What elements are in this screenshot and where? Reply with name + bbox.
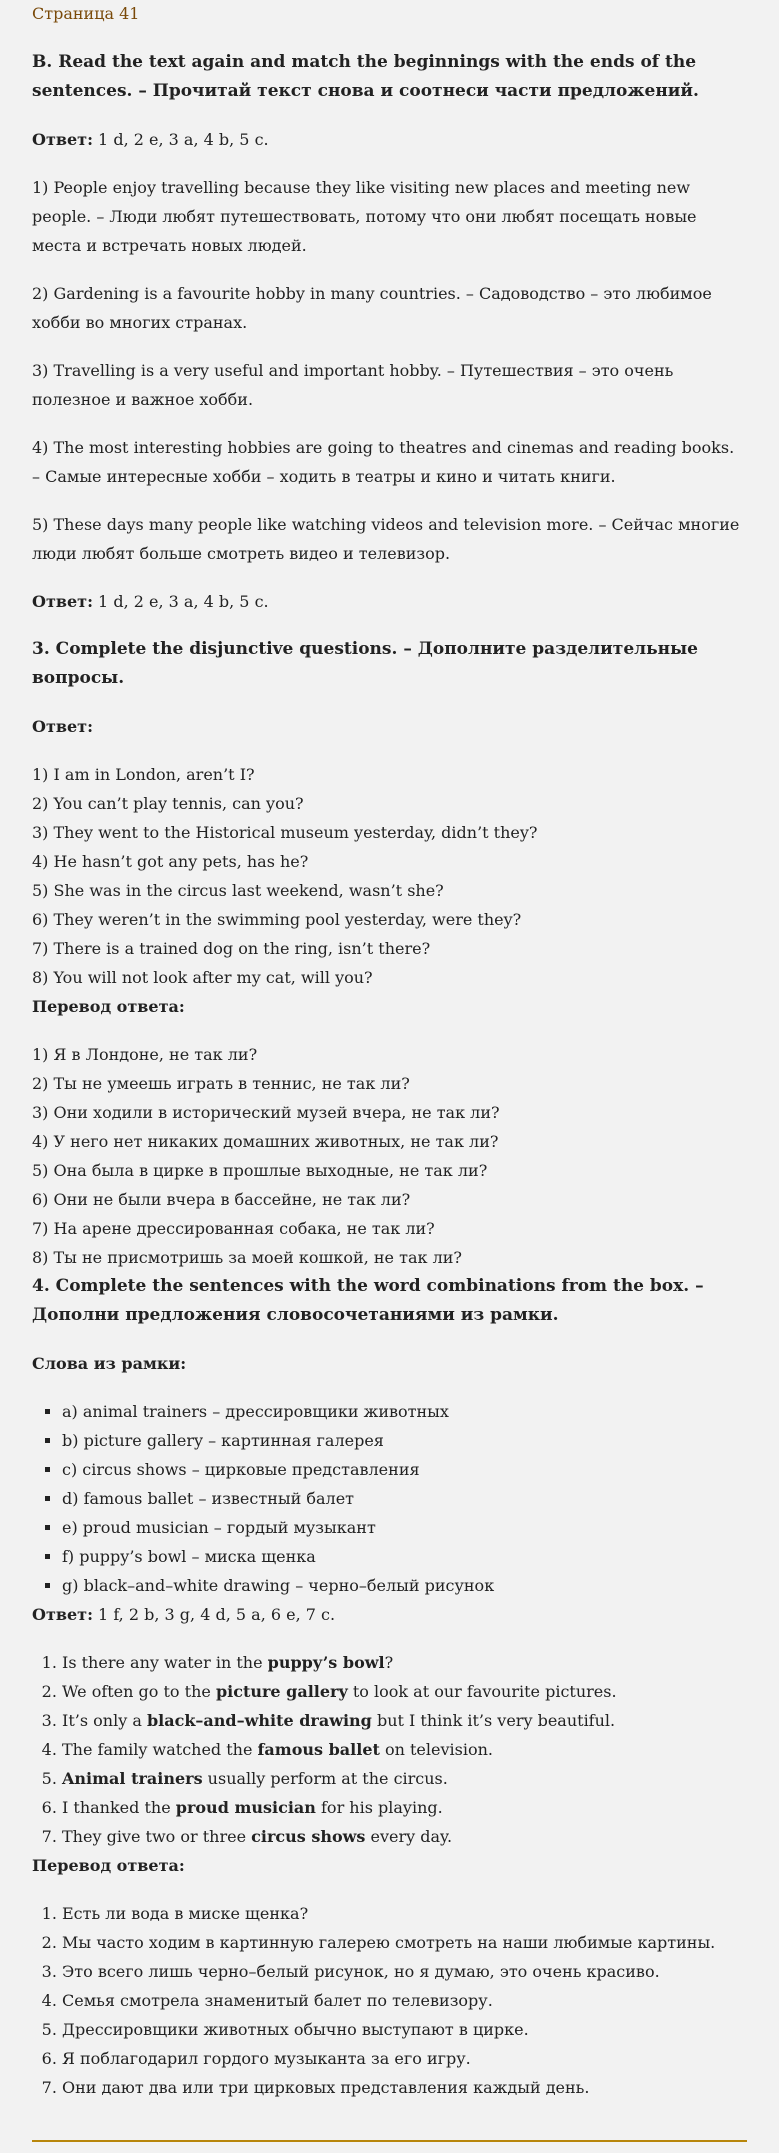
answer-label: Ответ: bbox=[32, 1605, 93, 1624]
list-item: ▪ a) animal trainers – дрессировщики животных bbox=[62, 1397, 747, 1426]
list-item bbox=[62, 1822, 747, 1851]
sentence-text: on television. bbox=[379, 1740, 493, 1759]
sentence-text: They give two or three bbox=[62, 1827, 252, 1846]
list-item: 5) She was in the circus last weekend, wasn’t she? bbox=[32, 881, 444, 900]
list-item: ▪ f) puppy’s bowl – миска щенка bbox=[62, 1542, 747, 1571]
section-4-heading: 4. Complete the sentences with the word combinations from the box. – Дополни предложения словосочетаниями из рамки. bbox=[32, 1276, 704, 1325]
list-item: ▪ b) picture gallery – картинная галерея bbox=[62, 1426, 747, 1455]
list-item: 6) Они не были вчера в бассейне, не так ли? bbox=[32, 1190, 411, 1209]
list-item: 4) У него нет никаких домашних животных, не так ли? bbox=[32, 1132, 499, 1151]
sentence-text: The family watched the bbox=[62, 1740, 258, 1759]
list-item: 5. Дрессировщики животных обычно выступают в цирке. bbox=[62, 2015, 747, 2044]
list-item: ▪ d) famous ballet – известный балет bbox=[62, 1484, 747, 1513]
sentence-text: for his playing. bbox=[315, 1798, 443, 1817]
section-4-sentence-list bbox=[32, 1648, 747, 1851]
list-item: ▪ e) proud musician – гордый музыкант bbox=[62, 1513, 747, 1542]
list-item: 3) Они ходили в исторический музей вчера, не так ли? bbox=[32, 1103, 500, 1122]
list-item: 1. Есть ли вода в миске щенка? bbox=[62, 1899, 747, 1928]
list-item: 4) He hasn’t got any pets, has he? bbox=[32, 852, 309, 871]
list-item: 3) They went to the Historical museum yesterday, didn’t they? bbox=[32, 823, 538, 842]
list-item: ▪ g) black–and–white drawing – черно–белый рисунок bbox=[62, 1571, 747, 1600]
section-3-answer-label: Ответ: bbox=[32, 717, 93, 736]
answer-value: 1 d, 2 e, 3 a, 4 b, 5 c. bbox=[92, 130, 269, 149]
answer-value: 1 f, 2 b, 3 g, 4 d, 5 a, 6 e, 7 c. bbox=[92, 1605, 336, 1624]
list-item: 7. Они дают два или три цирковых представления каждый день. bbox=[62, 2073, 747, 2102]
list-item: 4. Семья смотрела знаменитый балет по телевизору. bbox=[62, 1986, 747, 2015]
list-item: ▪ c) circus shows – цирковые представления bbox=[62, 1455, 747, 1484]
list-item bbox=[62, 1677, 747, 1706]
sentence-text: I thanked the bbox=[62, 1798, 176, 1817]
list-item bbox=[62, 1793, 747, 1822]
section-4-translation-list bbox=[32, 1899, 747, 2102]
list-item: 7) There is a trained dog on the ring, isn’t there? bbox=[32, 939, 431, 958]
list-item bbox=[62, 1648, 747, 1677]
sentence-answer: picture gallery bbox=[215, 1682, 348, 1701]
sentence-text: We often go to the bbox=[62, 1682, 216, 1701]
section-3-translation-label: Перевод ответа: bbox=[32, 997, 185, 1016]
sentence-answer: puppy’s bowl bbox=[267, 1653, 385, 1672]
list-item: 7) На арене дрессированная собака, не так ли? bbox=[32, 1219, 435, 1238]
section-b-paragraph-2: 2) Gardening is a favourite hobby in many countries. – Садоводство – это любимое хобби во многих странах. bbox=[32, 284, 712, 332]
answer-label: Ответ: bbox=[32, 130, 93, 149]
sentence-answer: proud musician bbox=[175, 1798, 316, 1817]
list-item: 2) Ты не умеешь играть в теннис, не так ли? bbox=[32, 1074, 410, 1093]
bottom-divider bbox=[32, 2140, 747, 2142]
sentence-answer: Animal trainers bbox=[62, 1769, 203, 1788]
list-item bbox=[62, 1735, 747, 1764]
list-item: 8) Ты не присмотришь за моей кошкой, не так ли? bbox=[32, 1248, 462, 1267]
page-number-label: Страница 41 bbox=[32, 4, 140, 23]
section-b-paragraph-3: 3) Travelling is a very useful and important hobby. – Путешествия – это очень полезное и важное хобби. bbox=[32, 361, 674, 409]
sentence-text: every day. bbox=[365, 1827, 453, 1846]
list-item: 1) Я в Лондоне, не так ли? bbox=[32, 1045, 258, 1064]
list-item: 8) You will not look after my cat, will you? bbox=[32, 968, 373, 987]
list-item: 6) They weren’t in the swimming pool yesterday, were they? bbox=[32, 910, 522, 929]
list-item: 2) You can’t play tennis, can you? bbox=[32, 794, 304, 813]
sentence-answer: black–and–white drawing bbox=[146, 1711, 372, 1730]
sentence-answer: circus shows bbox=[251, 1827, 366, 1846]
list-item: 3. Это всего лишь черно–белый рисунок, но я думаю, это очень красиво. bbox=[62, 1957, 747, 1986]
section-b-paragraph-1: 1) People enjoy travelling because they like visiting new places and meeting new people. – Люди любят путешествовать, потому что они любят посещать новые места и встречать новых людей. bbox=[32, 178, 697, 255]
list-item: 1) I am in London, aren’t I? bbox=[32, 765, 255, 784]
word-box-list bbox=[32, 1397, 747, 1600]
section-b-paragraph-4: 4) The most interesting hobbies are going to theatres and cinemas and reading books. – Самые интересные хобби – ходить в театры и кино и читать книги. bbox=[32, 438, 735, 486]
sentence-text: usually perform at the circus. bbox=[202, 1769, 448, 1788]
section-b-heading: B. Read the text again and match the beginnings with the ends of the sentences. – Прочитай текст снова и соотнеси части предложений. bbox=[32, 52, 699, 101]
sentence-text: Is there any water in the bbox=[62, 1653, 268, 1672]
sentence-text: ? bbox=[384, 1653, 394, 1672]
section-4-box-label: Слова из рамки: bbox=[32, 1354, 187, 1373]
list-item bbox=[62, 1764, 747, 1793]
section-3-answer-list bbox=[32, 760, 747, 992]
section-b-answer-repeat bbox=[32, 587, 747, 616]
list-item bbox=[62, 1706, 747, 1735]
section-b-paragraph-5: 5) These days many people like watching videos and television more. – Сейчас многие люди любят больше смотреть видео и телевизор. bbox=[32, 515, 740, 563]
list-item: 6. Я поблагодарил гордого музыканта за его игру. bbox=[62, 2044, 747, 2073]
section-4-translation-label: Перевод ответа: bbox=[32, 1856, 185, 1875]
section-3-heading: 3. Complete the disjunctive questions. – Дополните разделительные вопросы. bbox=[32, 639, 698, 688]
sentence-text: It’s only a bbox=[62, 1711, 147, 1730]
sentence-answer: famous ballet bbox=[257, 1740, 380, 1759]
answer-label: Ответ: bbox=[32, 592, 93, 611]
sentence-text: but I think it’s very beautiful. bbox=[371, 1711, 616, 1730]
section-3-translation-list bbox=[32, 1040, 747, 1272]
sentence-text: to look at our favourite pictures. bbox=[347, 1682, 617, 1701]
list-item: 5) Она была в цирке в прошлые выходные, не так ли? bbox=[32, 1161, 488, 1180]
list-item: 2. Мы часто ходим в картинную галерею смотреть на наши любимые картины. bbox=[62, 1928, 747, 1957]
section-4-answer bbox=[32, 1600, 747, 1629]
section-b-answer bbox=[32, 125, 747, 154]
answer-value: 1 d, 2 e, 3 a, 4 b, 5 c. bbox=[92, 592, 269, 611]
